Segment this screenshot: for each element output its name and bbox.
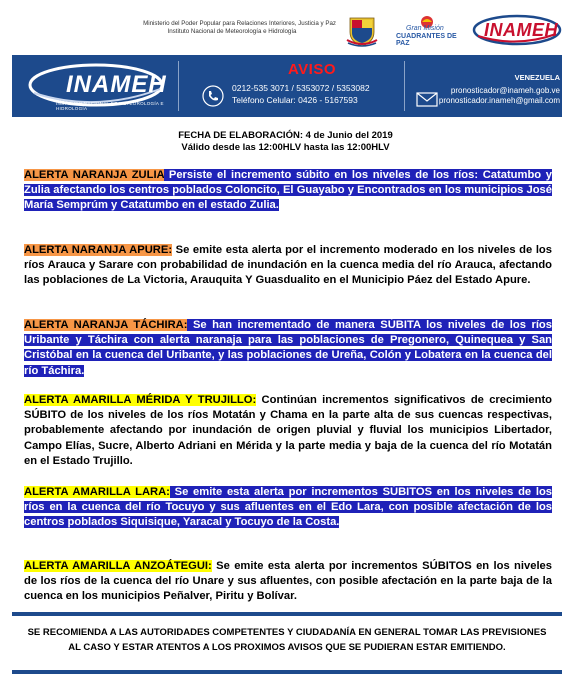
alert-anzoategui (24, 559, 552, 605)
phone-line-2: Teléfono Celular: 0426 - 5167593 (232, 95, 358, 105)
alert-title: ALERTA AMARILLA MÉRIDA Y TRUJILLO: (24, 394, 257, 406)
alert-body: Se emite esta alerta por incrementos SÚBITOS en los niveles de los ríos de la cuenca del río Unare y sus afluentes, con posible afectación en la parte baja de la cuenca en los municipios Peñalver, Piritu y Bolívar. (24, 560, 553, 603)
aviso-banner (12, 55, 562, 117)
aviso-title: AVISO (287, 61, 337, 78)
ministry-line-1: Ministerio del Poder Popular para Relaciones Interiores, Justicia y Paz (143, 20, 336, 27)
coat-of-arms-icon (345, 14, 379, 48)
gran-mision-line-1: Gran Misión (406, 25, 444, 32)
alert-body: Se emite esta alerta por incrementos SÚBITOS en los niveles de los ríos en la cuenca del río Tocuyo y sus afluentes en el Edo Lara, con posible afectación de los centros poblados Siquisique, Yaracal y Tocuyo de la Costa. (24, 486, 553, 529)
alert-lara (24, 485, 552, 531)
gran-mision-line-2: CUADRANTES DE PAZ (396, 33, 457, 47)
banner-logo-text: INAMEH (66, 71, 167, 98)
inameh-header-logo-text: INAMEH (484, 20, 558, 40)
email-addresses (430, 86, 560, 106)
alert-title: ALERTA NARANJA TÁCHIRA: (24, 319, 188, 331)
recommendation-box (12, 612, 562, 674)
elaboration-date: FECHA DE ELABORACIÓN: 4 de Junio del 2019 (178, 130, 393, 141)
issue-dates (0, 130, 571, 154)
top-header (0, 0, 571, 52)
alert-body: Persiste el incremento súbito en los niveles de los ríos: Catatumbo y Zulia afectando los centros poblados Coloncito, El Guayabo y Encontrados en los municipios José María Semprúm y Catatumbo en el estado Zulia. (24, 169, 552, 212)
ministry-line-2: Instituto Nacional de Meteorología e Hidrología (167, 28, 297, 35)
inameh-header-logo (472, 14, 562, 46)
recommendation-text: SE RECOMIENDA A LAS AUTORIDADES COMPETENTES Y CIUDADANÍA EN GENERAL TOMAR LAS PREVISIONES AL CASO Y ESTAR ATENTOS A LOS PROXIMOS AVISOS QUE SE PUDIERAN ESTAR EMITIENDO. (27, 627, 547, 653)
phone-icon (202, 85, 224, 107)
alert-title: ALERTA AMARILLA ANZOÁTEGUI: (24, 560, 212, 572)
alert-title: ALERTA AMARILLA LARA: (24, 486, 170, 498)
alert-tachira (24, 318, 552, 379)
gran-mision-logo (392, 14, 462, 46)
banner-logo-subtext: INSTITUTO NACIONAL DE METEOROLOGÍA E HIDROLOGÍA (56, 101, 164, 111)
banner-divider (178, 61, 179, 111)
validity-period: Válido desde las 12:00HLV hasta las 12:00HLV (181, 142, 390, 153)
country-label: VENEZUELA (514, 73, 560, 82)
alert-merida-trujillo (24, 393, 552, 469)
email-link[interactable]: pronosticador.inameh@gmail.com (438, 96, 560, 105)
alert-title: ALERTA NARANJA APURE: (24, 244, 173, 256)
ministry-name (108, 20, 336, 36)
alert-title: ALERTA NARANJA ZULIA (24, 169, 165, 181)
alert-body: Continúan incrementos significativos de crecimiento SÚBITO de los niveles de los ríos Motatán y Chama en la parte alta de sus cuencas respectivas, probablemente afectando por inundación de origen pluvial y fluvial los municipios Libertador, Campo Elías, Sucre, Alberto Adriani en Mérida y la parte media y baja de la cuenca del río Motatán en el Estado Trujillo. (24, 394, 553, 467)
email-link[interactable]: pronosticador@inameh.gob.ve (450, 86, 560, 95)
alert-body: Se emite esta alerta por el incremento moderado en los niveles de los ríos Arauca y Sarare con probabilidad de inundación en la cuenca media del río Arauca, afectando las poblaciones de La Victoria, Arauquita Y Guasdualito en el Municipio Páez del Estado Apure. (24, 244, 552, 287)
phone-line-1: 0212-535 3071 / 5353072 / 5353082 (232, 83, 370, 93)
alert-zulia (24, 168, 552, 214)
alert-apure (24, 243, 552, 289)
alert-body: Se han incrementado de manera SÚBITA los niveles de los ríos Uribante y Táchira con alerta naranaja para las poblaciones de Pregonero, Quinequea y San Cristóbal en la cuenca del Uribante, y las poblaciones de Ureña, Colón y Lobatera en la cuenca del río Táchira. (24, 319, 552, 377)
inameh-banner-logo (26, 61, 166, 113)
phone-numbers (232, 82, 370, 106)
